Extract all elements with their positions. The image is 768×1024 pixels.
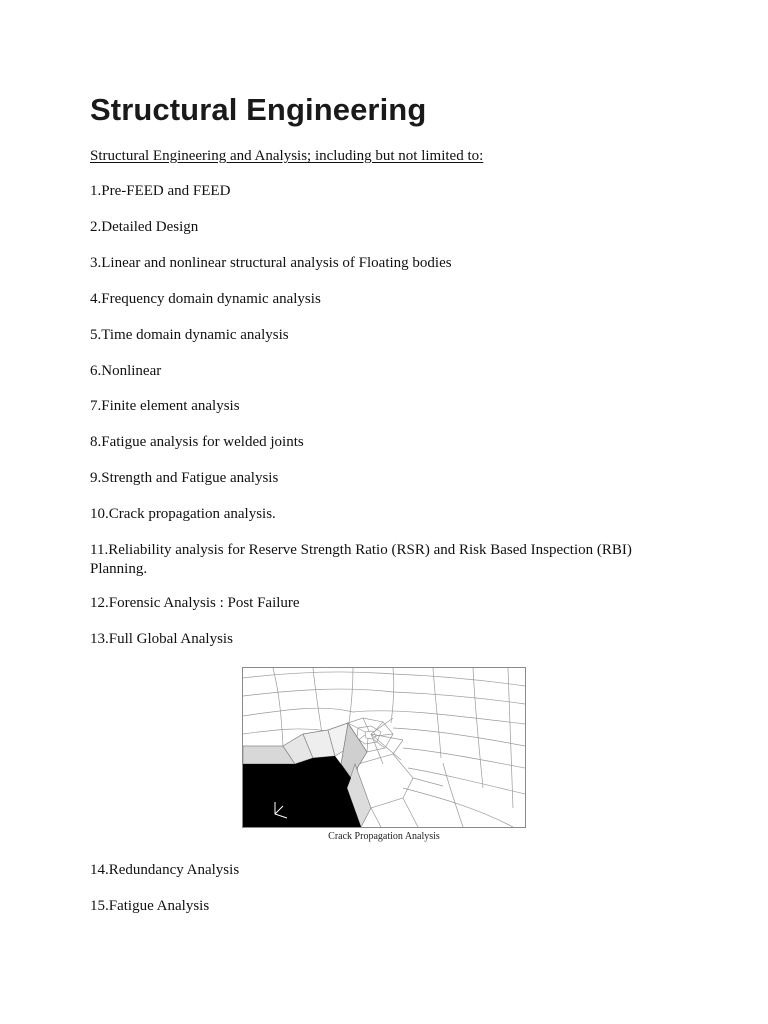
list-item: 10.Crack propagation analysis. (90, 506, 276, 522)
list-item: 6.Nonlinear (90, 363, 162, 379)
list-item: 3.Linear and nonlinear structural analysis of Floating bodies (90, 255, 452, 271)
list-item: 4.Frequency domain dynamic analysis (90, 291, 321, 307)
list-item: 14.Redundancy Analysis (90, 862, 240, 878)
list-item: 2.Detailed Design (90, 219, 199, 235)
list-item: 9.Strength and Fatigue analysis (90, 470, 279, 486)
figure-caption: Crack Propagation Analysis (328, 831, 440, 842)
list-item: 7.Finite element analysis (90, 398, 240, 414)
intro-text: Structural Engineering and Analysis; including but not limited to: (90, 148, 484, 164)
list-item: 15.Fatigue Analysis (90, 898, 210, 914)
page-title: Structural Engineering (90, 92, 427, 127)
list-item: 11.Reliability analysis for Reserve Strength Ratio (RSR) and Risk Based Inspection (RBI) Planning. (90, 542, 632, 577)
list-item: 8.Fatigue analysis for welded joints (90, 434, 304, 450)
list-item: 13.Full Global Analysis (90, 631, 233, 647)
list-item: 1.Pre-FEED and FEED (90, 183, 231, 199)
list-item: 5.Time domain dynamic analysis (90, 327, 289, 343)
crack-propagation-figure (242, 667, 526, 828)
list-item: 12.Forensic Analysis : Post Failure (90, 595, 300, 611)
